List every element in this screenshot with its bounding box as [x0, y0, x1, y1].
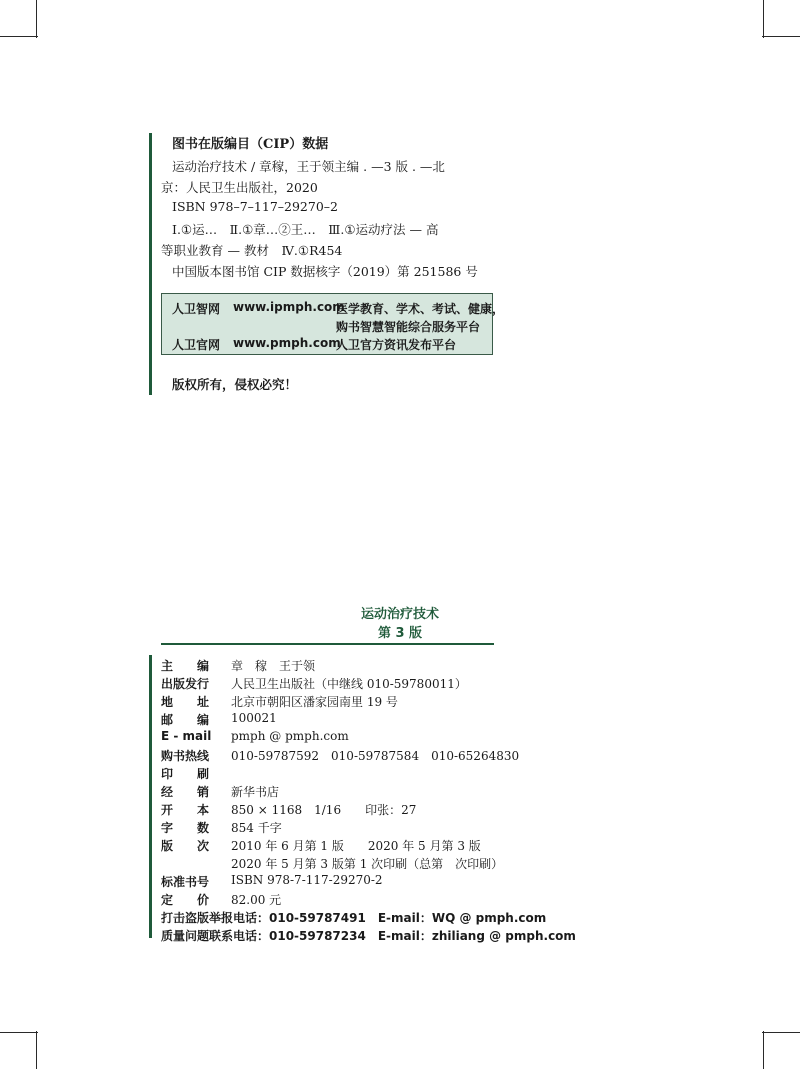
- cip-line-2: 京：人民卫生出版社，2020: [161, 180, 318, 195]
- platform-info-box: [161, 293, 505, 355]
- colophon-value: pmph @ pmph.com: [231, 729, 349, 743]
- colophon-label: 字 数: [161, 821, 210, 835]
- colophon-value: 100021: [231, 711, 277, 725]
- colophon-label: 购书热线: [161, 749, 210, 763]
- cip-line-isbn: ISBN 978–7–117–29270–2: [172, 199, 338, 214]
- book-title: 运动治疗技术: [360, 607, 439, 622]
- colophon-label: 出版发行: [161, 677, 210, 691]
- colophon-value: 010-59787592 010-59787584 010-65264830: [231, 749, 520, 763]
- colophon-label: E - mail: [161, 729, 212, 743]
- colophon-label: 标准书号: [161, 875, 210, 889]
- colophon-value: 章 稼 王于领: [231, 659, 316, 673]
- colophon-value: 北京市朝阳区潘家园南里 19 号: [231, 695, 398, 709]
- book-edition: 第 3 版: [377, 626, 423, 641]
- colophon-value: 854 千字: [231, 821, 282, 835]
- crop-mark-bottom-right-h: [762, 1032, 800, 1033]
- quality-text: 质量问题联系电话：010-59787234 E-mail：zhiliang @ pmph.com: [161, 929, 576, 943]
- crop-mark-top-left-h: [0, 36, 38, 37]
- colophon-label: 主 编: [161, 659, 210, 673]
- colophon-value: 850 × 1168 1/16 印张：27: [231, 803, 417, 817]
- crop-mark-top-left-v: [36, 0, 37, 38]
- ipmph-name: 人卫智网: [172, 302, 221, 316]
- ipmph-desc-line-2: 购书智慧智能综合服务平台: [336, 320, 481, 334]
- colophon-value: 2010 年 6 月第 1 版 2020 年 5 月第 3 版: [231, 839, 481, 853]
- title-divider: [161, 643, 494, 645]
- pmph-name: 人卫官网: [172, 338, 221, 352]
- crop-mark-bottom-left-v: [36, 1031, 37, 1069]
- colophon-value: 82.00 元: [231, 893, 282, 907]
- colophon-label: 邮 编: [161, 713, 210, 727]
- colophon-label: 开 本: [161, 803, 210, 817]
- cip-line-classification-1: Ⅰ.①运… Ⅱ.①章…②王… Ⅲ.①运动疗法 — 高: [172, 222, 439, 237]
- cip-line-classification-2: 等职业教育 — 教材 Ⅳ.①R454: [161, 243, 343, 258]
- colophon-value: 人民卫生出版社（中继线 010-59780011）: [231, 677, 467, 691]
- cip-side-bar: [149, 133, 152, 395]
- cip-title: 图书在版编目（CIP）数据: [172, 137, 329, 152]
- cip-line-record-number: 中国版本图书馆 CIP 数据核字（2019）第 251586 号: [172, 264, 478, 279]
- colophon-label: 印 刷: [161, 767, 210, 781]
- colophon-label: 版 次: [161, 839, 210, 853]
- antipiracy-text: 打击盗版举报电话：010-59787491 E-mail：WQ @ pmph.com: [161, 911, 547, 925]
- crop-mark-top-right-h: [762, 36, 800, 37]
- copyright-notice: 版权所有，侵权必究！: [172, 377, 298, 392]
- colophon-label: 地 址: [161, 695, 210, 709]
- crop-mark-bottom-left-h: [0, 1032, 38, 1033]
- crop-mark-top-right-v: [763, 0, 764, 38]
- ipmph-url-link[interactable]: www.ipmph.com: [233, 300, 345, 314]
- cip-line-1: 运动治疗技术 / 章稼，王于领主编 . —3 版 . —北: [172, 159, 445, 174]
- colophon-value: 2020 年 5 月第 3 版第 1 次印刷（总第 次印刷）: [231, 857, 504, 871]
- pmph-url-link[interactable]: www.pmph.com: [233, 336, 341, 350]
- colophon-label: 经 销: [161, 785, 210, 799]
- colophon-value: 新华书店: [231, 785, 280, 799]
- pmph-desc: 人卫官方资讯发布平台: [336, 338, 457, 352]
- colophon-side-bar: [149, 655, 152, 938]
- colophon-value: ISBN 978-7-117-29270-2: [231, 873, 383, 887]
- colophon-label: 定 价: [161, 893, 210, 907]
- crop-mark-bottom-right-v: [763, 1031, 764, 1069]
- ipmph-desc-line-1: 医学教育、学术、考试、健康，: [336, 302, 505, 316]
